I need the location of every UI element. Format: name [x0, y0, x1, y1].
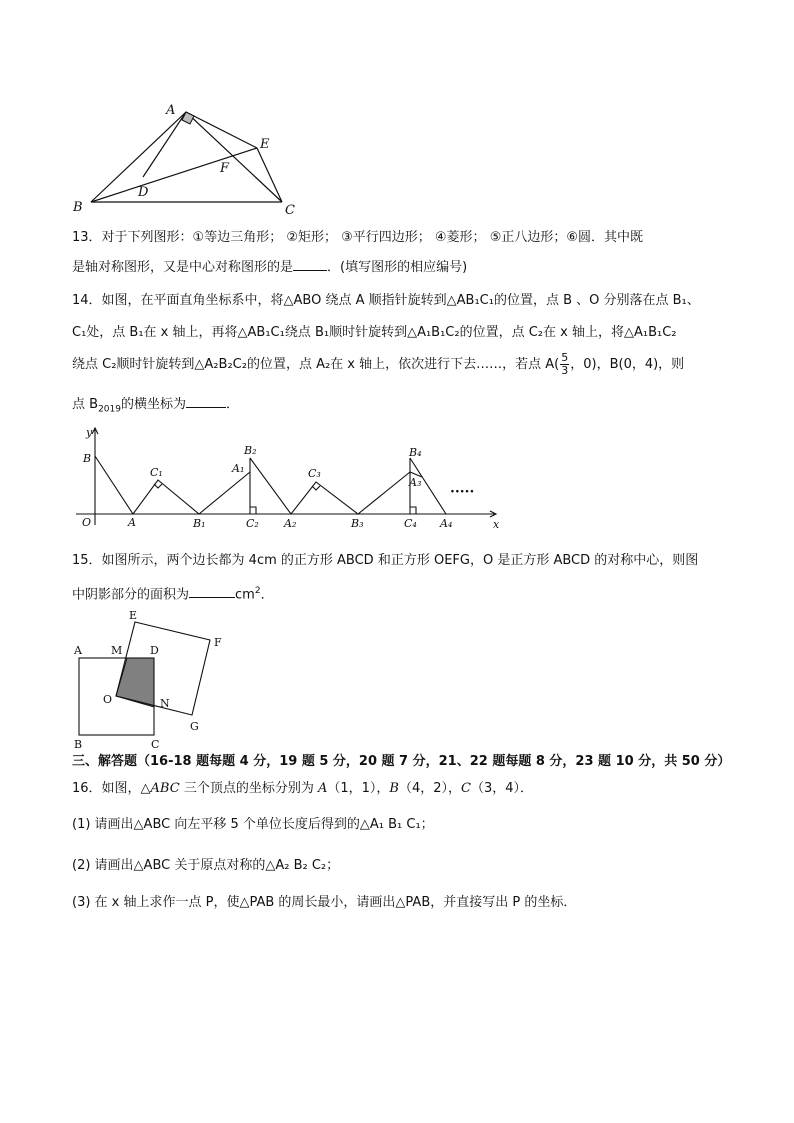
- fraction-denominator: 3: [561, 364, 569, 377]
- q14-line4-text: 点 B: [72, 397, 99, 412]
- triangle-path-2: [250, 458, 410, 514]
- q16-coord-b: （4，2），: [398, 781, 461, 796]
- segment-be: [91, 148, 257, 202]
- segment-ac: [186, 112, 282, 202]
- figure-14: [76, 420, 506, 535]
- q14-line3-tail: ，0)，B(0，4)，则: [570, 357, 685, 372]
- label-c4: C₄: [404, 517, 417, 530]
- q15-line1: 15．如图所示，两个边长都为 4cm 的正方形 ABCD 和正方形 OEFG，O 是正方形 ABCD 的对称中心，则图: [72, 553, 699, 568]
- q14-answer-blank[interactable]: [186, 407, 226, 408]
- q13-line2: [72, 259, 467, 277]
- right-angle-c2: [250, 507, 256, 514]
- label-e: E: [260, 137, 270, 152]
- label-b1: B₁: [193, 517, 206, 530]
- q15-answer-blank[interactable]: [189, 597, 235, 598]
- triangle-path-1: [95, 456, 250, 514]
- figure-15: [68, 604, 228, 752]
- q15-unit-superscript: 2: [254, 586, 261, 596]
- label-a: A: [74, 644, 82, 657]
- segment-ad: [143, 112, 186, 177]
- label-b3: B₃: [351, 517, 364, 530]
- q15-line2-text: 中阴影部分的面积为: [72, 587, 190, 603]
- q15-line2-tail: ．: [260, 587, 274, 603]
- q16-intro-text: 16．如图，△: [72, 781, 151, 796]
- q14-line4-mid: 的横坐标为: [120, 397, 186, 412]
- label-e: E: [129, 609, 138, 622]
- label-n: N: [160, 697, 170, 710]
- q16-triangle-name: ABC: [150, 781, 180, 796]
- label-c: C: [285, 203, 295, 218]
- label-b: B: [74, 738, 83, 751]
- fraction-5-3: [560, 352, 569, 377]
- label-x: x: [493, 518, 500, 531]
- q16-part-1: (1) 请画出△ABC 向左平移 5 个单位长度后得到的△A₁ B₁ C₁；: [72, 817, 434, 832]
- label-o: O: [82, 516, 92, 529]
- q16-point-a: A: [317, 781, 328, 796]
- label-a: A: [166, 103, 176, 118]
- segment-ae: [186, 112, 257, 148]
- section-3-heading: 三、解答题（16-18 题每题 4 分，19 题 5 分，20 题 7 分，21、22 题每题 8 分，23 题 10 分，共 50 分）: [72, 754, 731, 769]
- label-a2: A₂: [284, 517, 297, 530]
- continuation-dots: ·····: [450, 484, 475, 500]
- q15-unit: cm: [235, 587, 255, 603]
- q16-point-c: C: [461, 781, 471, 796]
- label-b: B: [73, 200, 83, 215]
- q15-line2: [72, 582, 274, 604]
- q16-intro-mid: 三个顶点的坐标分别为: [179, 781, 318, 796]
- q14-line2: C₁处，点 B₁在 x 轴上，再将△AB₁C₁绕点 B₁顺时针旋转到△A₁B₁C₂的位置，点 C₂在 x 轴上，将△A₁B₁C₂: [72, 325, 677, 340]
- q14-line1: 14．如图，在平面直角坐标系中，将△ABO 绕点 A 顺指针旋转到△AB₁C₁的位置，点 B 、O 分别落在点 B₁、: [72, 293, 700, 308]
- label-b2: B₂: [244, 444, 257, 457]
- label-a3: A₃: [409, 476, 422, 489]
- fraction-numerator: 5: [561, 351, 569, 364]
- label-c1: C₁: [150, 466, 163, 479]
- q14-line3: [72, 352, 684, 378]
- label-a1: A₁: [232, 462, 245, 475]
- label-c3: C₃: [308, 467, 321, 480]
- q16-coord-a: （1，1），: [327, 781, 390, 796]
- q16-point-b: B: [389, 781, 399, 796]
- q14-line4: [72, 396, 239, 419]
- q13-line2-tail: ．(填写图形的相应编号): [327, 260, 468, 275]
- label-y: y: [86, 426, 93, 439]
- q13-line2-text: 是轴对称图形，又是中心对称图形的是: [72, 260, 294, 275]
- shaded-region: [116, 658, 154, 707]
- q16-intro: [72, 780, 533, 798]
- label-o: O: [103, 693, 113, 706]
- label-d: D: [138, 185, 149, 200]
- label-c2: C₂: [246, 517, 259, 530]
- q16-part-3: (3) 在 x 轴上求作一点 P，使△PAB 的周长最小，请画出△PAB，并直接写出 P 的坐标．: [72, 895, 577, 910]
- right-angle-c1: [154, 484, 162, 488]
- label-f: F: [214, 636, 222, 649]
- q14-line3-text: 绕点 C₂顺时针旋转到△A₂B₂C₂的位置，点 A₂在 x 轴上，依次进行下去……，若点 A(: [72, 357, 560, 372]
- q13-line1: 13．对于下列图形：①等边三角形； ②矩形； ③平行四边形； ④菱形； ⑤正八边形；⑥圆．其中既: [72, 230, 643, 245]
- label-a4: A₄: [440, 517, 453, 530]
- label-b4: B₄: [409, 446, 422, 459]
- figure-13: [70, 100, 310, 220]
- label-a: A: [128, 516, 136, 529]
- label-f: F: [220, 161, 230, 176]
- q13-answer-blank[interactable]: [293, 270, 327, 271]
- label-c: C: [151, 738, 160, 751]
- q14-subscript-2019: 2019: [98, 404, 121, 415]
- q16-coord-c: （3，4）．: [470, 781, 533, 796]
- q14-line4-tail: ．: [225, 397, 239, 412]
- right-angle-c3: [312, 486, 320, 490]
- label-d: D: [150, 644, 159, 657]
- label-g: G: [190, 720, 199, 733]
- segment-ec: [257, 148, 282, 202]
- q16-part-2: (2) 请画出△ABC 关于原点对称的△A₂ B₂ C₂；: [72, 858, 340, 873]
- label-b: B: [83, 452, 92, 465]
- label-m: M: [111, 644, 123, 657]
- right-angle-c4: [410, 507, 416, 514]
